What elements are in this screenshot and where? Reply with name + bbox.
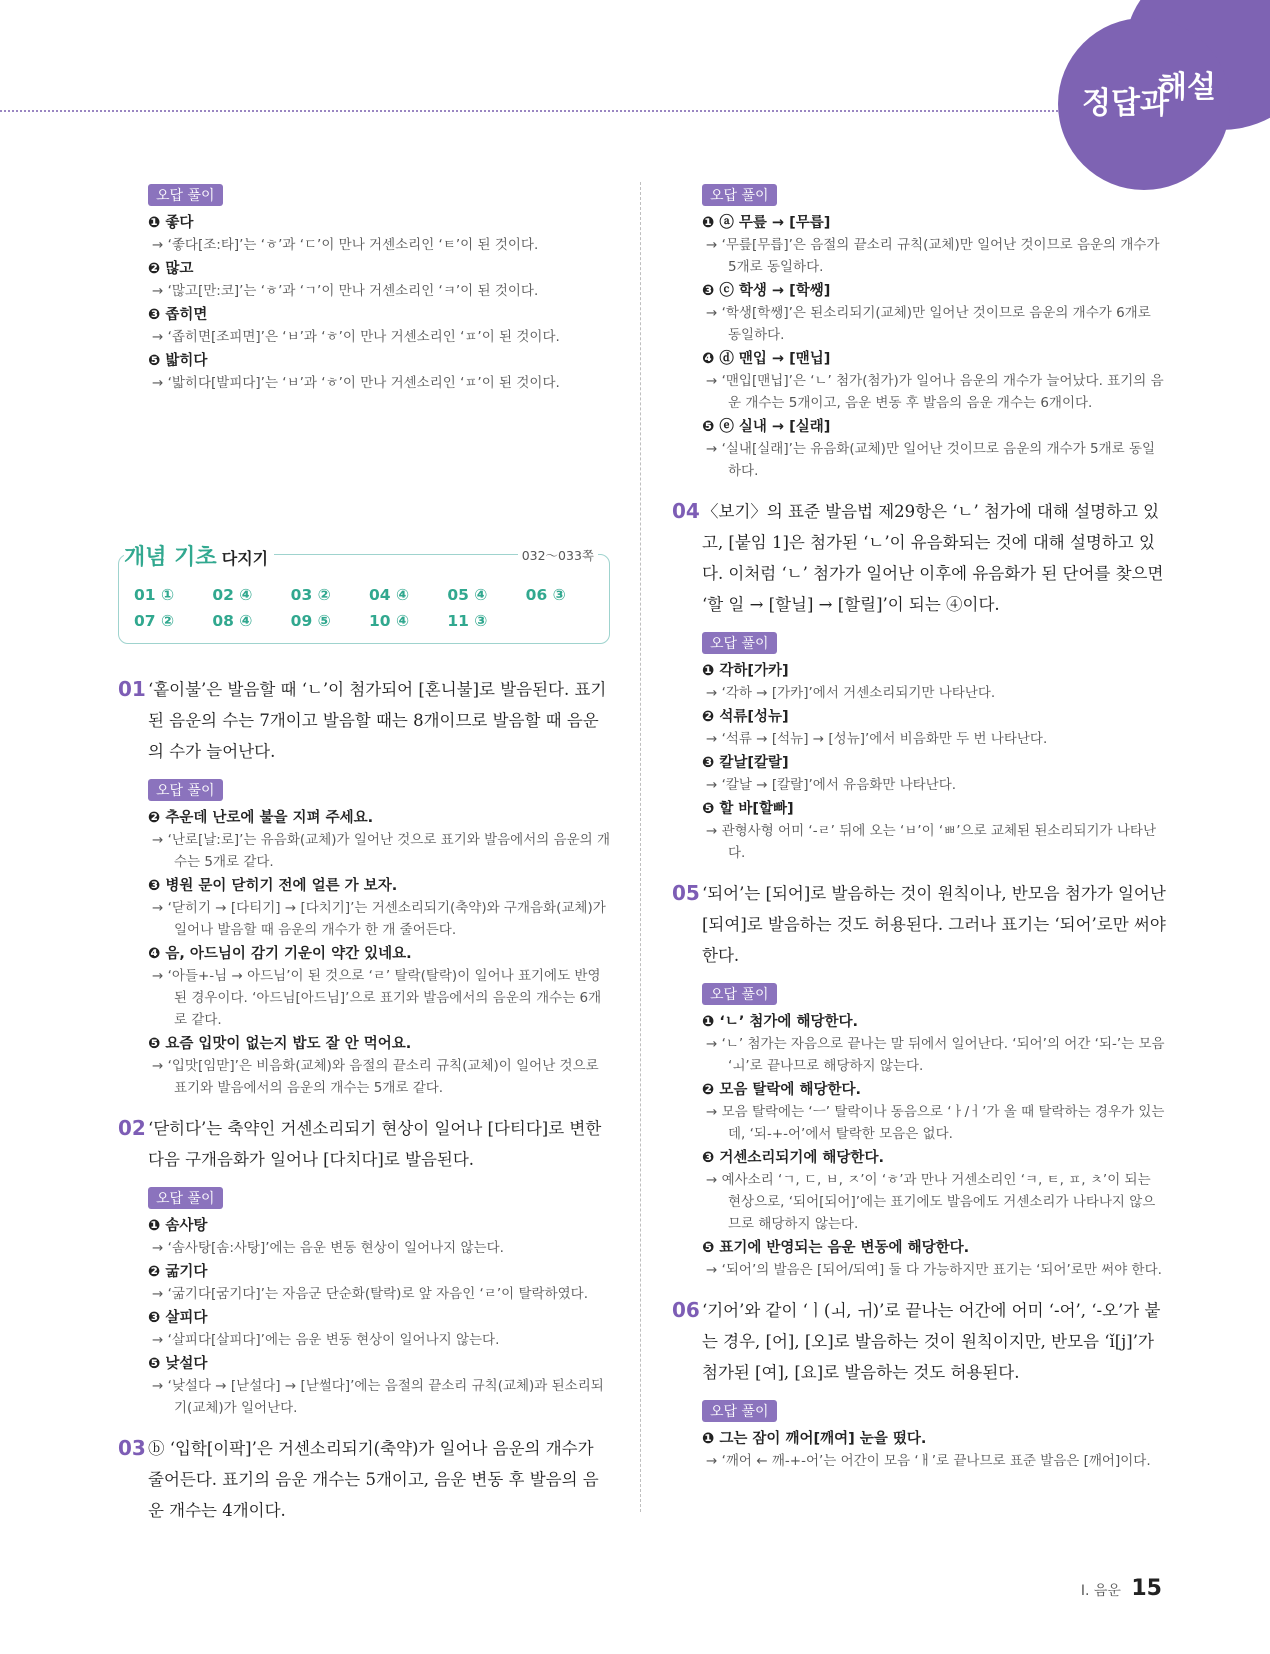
wrong-answer-badge: 오답 풀이 bbox=[702, 184, 777, 206]
header-title-right: 해설 bbox=[1158, 70, 1216, 105]
left-questions bbox=[118, 660, 612, 1536]
concept-answer: 09 ⑤ bbox=[290, 612, 331, 630]
wrong-answer-badge: 오답 풀이 bbox=[148, 779, 223, 801]
right-column bbox=[672, 182, 1166, 1474]
question-block bbox=[672, 878, 1166, 971]
question-answer-text: ‘닫히다’는 축약인 거센소리되기 현상이 일어나 [다티다]로 변한 다음 구개음화가 일어나 [다치다]로 발음된다. bbox=[148, 1119, 602, 1169]
concept-answer: 06 ③ bbox=[525, 586, 566, 604]
choice-explanation: → ‘학생[학쌩]’은 된소리되기(교체)만 일어난 것이므로 음운의 개수가 6개로 동일하다. bbox=[706, 305, 1151, 343]
question-number: 03 bbox=[118, 1436, 146, 1460]
wrong-answer-badge: 오답 풀이 bbox=[702, 1400, 777, 1422]
choice-explanation: → ‘좋다[조:타]’는 ‘ㅎ’과 ‘ㄷ’이 만나 거센소리인 ‘ㅌ’이 된 것이다. bbox=[152, 237, 539, 253]
choice-heading: ❹ ⓓ 맨입 → [맨닙] bbox=[702, 351, 831, 367]
choice-explanation: → ‘닫히기 → [다티기] → [다치기]’는 거센소리되기(축약)와 구개음화(교체)가 일어나 발음할 때 음운의 개수가 한 개 줄어든다. bbox=[152, 900, 606, 938]
choice-heading: ❺ ⓔ 실내 → [실래] bbox=[702, 419, 831, 435]
choice-explanation: → ‘낮설다 → [낟설다] → [낟썰다]’에는 음절의 끝소리 규칙(교체)과 된소리되기(교체)가 일어난다. bbox=[152, 1378, 604, 1416]
choice-heading: ❸ ⓒ 학생 → [학쌩] bbox=[702, 283, 831, 299]
choice-explanation: → ‘입맛[임맏]’은 비음화(교체)와 음절의 끝소리 규칙(교체)이 일어난 것으로 표기와 발음에서의 음운의 개수는 5개로 같다. bbox=[152, 1058, 599, 1096]
concept-answer: 08 ④ bbox=[212, 612, 253, 630]
concept-answer: 05 ④ bbox=[447, 586, 488, 604]
choice-explanation: → ‘맨입[맨닙]’은 ‘ㄴ’ 첨가(첨가)가 일어나 음운의 개수가 늘어났다. 표기의 음운 개수는 5개이고, 음운 변동 후 발음의 음운 개수는 6개이다. bbox=[706, 373, 1164, 411]
choice-heading: ❷ 굶기다 bbox=[148, 1264, 208, 1280]
choice-explanation: → 관형사형 어미 ‘-ㄹ’ 뒤에 오는 ‘ㅂ’이 ‘ㅃ’으로 교체된 된소리되기가 나타난다. bbox=[706, 823, 1156, 861]
question-wrong-answers bbox=[118, 777, 612, 1099]
question-wrong-answers bbox=[672, 981, 1166, 1281]
choice-heading: ❹ 음, 아드님이 감기 기운이 약간 있네요. bbox=[148, 946, 412, 962]
choice-explanation: → ‘밟히다[발피다]’는 ‘ㅂ’과 ‘ㅎ’이 만나 거센소리인 ‘ㅍ’이 된 것이다. bbox=[152, 375, 560, 391]
question-block bbox=[118, 1433, 612, 1526]
question-block bbox=[672, 496, 1166, 620]
choice-explanation: → ‘각하 → [가카]’에서 거센소리되기만 나타난다. bbox=[706, 685, 996, 701]
wrong-answer-badge: 오답 풀이 bbox=[148, 1187, 223, 1209]
question-answer-text: ‘기어’와 같이 ‘ㅣ(ㅚ, ㅟ)’로 끝나는 어간에 어미 ‘-어’, ‘-오’가 붙는 경우, [어], [오]로 발음하는 것이 원칙이지만, 반모음 ‘ǐ[j]’가 첨가된 [여], [요]로 발음하는 것도 허용된다. bbox=[702, 1301, 1161, 1382]
question-block bbox=[672, 1295, 1166, 1388]
concept-answer: 03 ② bbox=[290, 586, 331, 604]
concept-answer: 10 ④ bbox=[369, 612, 410, 630]
choice-explanation: → ‘굶기다[굼기다]’는 자음군 단순화(탈락)로 앞 자음인 ‘ㄹ’이 탈락하였다. bbox=[152, 1286, 588, 1302]
choice-explanation: → ‘아들+-님 → 아드님’이 된 것으로 ‘ㄹ’ 탈락(탈락)이 일어나 표기에도 반영된 경우이다. ‘아드님[아드님]’으로 표기와 발음에서의 음운의 개수는 6개로 같다. bbox=[152, 968, 602, 1028]
wrong-answer-badge: 오답 풀이 bbox=[702, 983, 777, 1005]
concept-pages: 032～033쪽 bbox=[518, 546, 598, 564]
question-number: 05 bbox=[672, 881, 700, 905]
choice-explanation: → ‘많고[만:코]’는 ‘ㅎ’과 ‘ㄱ’이 만나 거센소리인 ‘ㅋ’이 된 것이다. bbox=[152, 283, 539, 299]
concept-answer: 11 ③ bbox=[447, 612, 488, 630]
choice-heading: ❸ 병원 문이 닫히기 전에 얼른 가 보자. bbox=[148, 878, 398, 894]
footer-section: Ⅰ. 음운 bbox=[1080, 1583, 1121, 1599]
concept-box bbox=[118, 536, 612, 648]
concept-title-main: 개념 기초 bbox=[124, 545, 217, 570]
choice-heading: ❺ 할 바[할빠] bbox=[702, 801, 794, 817]
choice-explanation: → ‘무릎[무릅]’은 음절의 끝소리 규칙(교체)만 일어난 것이므로 음운의 개수가 5개로 동일하다. bbox=[706, 237, 1160, 275]
choice-heading: ❸ 칼날[칼랄] bbox=[702, 755, 789, 771]
concept-answer: 07 ② bbox=[134, 612, 175, 630]
question-number: 04 bbox=[672, 499, 700, 523]
choice-explanation: → ‘깨어 ← 깨-+-어’는 어간이 모음 ‘ㅐ’로 끝나므로 표준 발음은 [깨어]이다. bbox=[706, 1453, 1151, 1469]
question-wrong-answers bbox=[672, 1398, 1166, 1472]
left-top-explanations bbox=[118, 182, 612, 396]
question-wrong-answers bbox=[672, 630, 1166, 864]
choice-explanation: → ‘석류 → [석뉴] → [성뉴]’에서 비음화만 두 번 나타난다. bbox=[706, 731, 1048, 747]
choice-explanation: → ‘되어’의 발음은 [되어/되여] 둘 다 가능하지만 표기는 ‘되어’로만 써야 한다. bbox=[706, 1262, 1162, 1278]
choice-heading: ❶ 솜사탕 bbox=[148, 1218, 208, 1234]
choice-heading: ❶ 각하[가카] bbox=[702, 663, 789, 679]
choice-explanation: → ‘칼날 → [칼랄]’에서 유음화만 나타난다. bbox=[706, 777, 957, 793]
question-answer-text: ⓑ ‘입학[이팍]’은 거센소리되기(축약)가 일어나 음운의 개수가 줄어든다. 표기의 음운 개수는 5개이고, 음운 변동 후 발음의 음운 개수는 4개이다. bbox=[148, 1439, 599, 1520]
question-block bbox=[118, 1113, 612, 1175]
concept-title-sub: 다지기 bbox=[221, 549, 269, 568]
choice-heading: ❶ ⓐ 무릎 → [무릅] bbox=[702, 215, 831, 231]
choice-heading: ❶ 그는 잠이 깨어[깨여] 눈을 떴다. bbox=[702, 1431, 927, 1447]
column-divider bbox=[640, 182, 641, 1512]
choice-explanation: → 예사소리 ‘ㄱ, ㄷ, ㅂ, ㅈ’이 ‘ㅎ’과 만나 거센소리인 ‘ㅋ, ㅌ, ㅍ, ㅊ’이 되는 현상으로, ‘되어[되어]’에는 표기에도 발음에도 거센소리가 나타나지 않으므로 해당하지 않는다. bbox=[706, 1172, 1156, 1232]
question-answer-text: 〈보기〉의 표준 발음법 제29항은 ‘ㄴ’ 첨가에 대해 설명하고 있고, [붙임 1]은 첨가된 ‘ㄴ’이 유음화되는 것에 대해 설명하고 있다. 이처럼 ‘ㄴ’ 첨가가 일어난 이후에 유음화가 된 단어를 찾으면 ‘할 일 → [할닐] → [할릴]’이 되는 ④이다. bbox=[702, 502, 1164, 614]
choice-heading: ❶ ‘ㄴ’ 첨가에 해당한다. bbox=[702, 1014, 859, 1030]
choice-heading: ❸ 살피다 bbox=[148, 1310, 208, 1326]
choice-explanation: → ‘살피다[살피다]’에는 음운 변동 현상이 일어나지 않는다. bbox=[152, 1332, 500, 1348]
question-number: 02 bbox=[118, 1116, 146, 1140]
wrong-answer-badge: 오답 풀이 bbox=[702, 632, 777, 654]
choice-heading: ❺ 표기에 반영되는 음운 변동에 해당한다. bbox=[702, 1240, 970, 1256]
question-answer-text: ‘홑이불’은 발음할 때 ‘ㄴ’이 첨가되어 [혼니불]로 발음된다. 표기된 음운의 수는 7개이고 발음할 때는 8개이므로 발음할 때 음운의 수가 늘어난다. bbox=[148, 680, 607, 761]
choice-heading: ❷ 모음 탈락에 해당한다. bbox=[702, 1082, 861, 1098]
choice-heading: ❺ 낮설다 bbox=[148, 1356, 208, 1372]
choice-explanation: → ‘실내[실래]’는 유음화(교체)만 일어난 것이므로 음운의 개수가 5개로 동일하다. bbox=[706, 441, 1156, 479]
choice-explanation: → ‘솜사탕[솜:사탕]’에는 음운 변동 현상이 일어나지 않는다. bbox=[152, 1240, 504, 1256]
page-footer bbox=[1081, 1576, 1162, 1601]
concept-answer: 04 ④ bbox=[369, 586, 410, 604]
concept-answer: 02 ④ bbox=[212, 586, 253, 604]
question-block bbox=[118, 674, 612, 767]
concept-answer-grid bbox=[134, 586, 604, 630]
choice-heading: ❸ 좁히면 bbox=[148, 307, 208, 323]
choice-explanation: → ‘좁히면[조피면]’은 ‘ㅂ’과 ‘ㅎ’이 만나 거센소리인 ‘ㅍ’이 된 것이다. bbox=[152, 329, 560, 345]
choice-explanation: → 모음 탈락에는 ‘ㅡ’ 탈락이나 동음으로 ‘ㅏ/ㅓ’가 올 때 탈락하는 경우가 있는데, ‘되-+-어’에서 탈락한 모음은 없다. bbox=[706, 1104, 1165, 1142]
choice-heading: ❺ 요즘 입맛이 없는지 밥도 잘 안 먹어요. bbox=[148, 1036, 412, 1052]
wrong-answer-badge: 오답 풀이 bbox=[148, 184, 223, 206]
choice-heading: ❶ 좋다 bbox=[148, 215, 194, 231]
choice-heading: ❷ 석류[성뉴] bbox=[702, 709, 789, 725]
concept-title bbox=[124, 540, 274, 571]
question-answer-text: ‘되어’는 [되어]로 발음하는 것이 원칙이나, 반모음 첨가가 일어난 [되여]로 발음하는 것도 허용된다. 그러나 표기는 ‘되어’로만 써야 한다. bbox=[702, 884, 1166, 965]
header-title-left: 정답과 bbox=[1082, 86, 1169, 121]
question-number: 06 bbox=[672, 1298, 700, 1322]
choice-heading: ❷ 많고 bbox=[148, 261, 194, 277]
choice-explanation: → ‘ㄴ’ 첨가는 자음으로 끝나는 말 뒤에서 일어난다. ‘되어’의 어간 ‘되-’는 모음 ‘ㅚ’로 끝나므로 해당하지 않는다. bbox=[706, 1036, 1165, 1074]
question-number: 01 bbox=[118, 677, 146, 701]
concept-answer: 01 ① bbox=[134, 586, 175, 604]
header-divider bbox=[0, 110, 1110, 112]
question-wrong-answers bbox=[118, 1185, 612, 1419]
choice-heading: ❺ 밟히다 bbox=[148, 353, 208, 369]
choice-heading: ❷ 추운데 난로에 불을 지펴 주세요. bbox=[148, 810, 374, 826]
page-number: 15 bbox=[1131, 1576, 1162, 1601]
choice-explanation: → ‘난로[날:로]’는 유음화(교체)가 일어난 것으로 표기와 발음에서의 음운의 개수는 5개로 같다. bbox=[152, 832, 611, 870]
choice-heading: ❸ 거센소리되기에 해당한다. bbox=[702, 1150, 884, 1166]
